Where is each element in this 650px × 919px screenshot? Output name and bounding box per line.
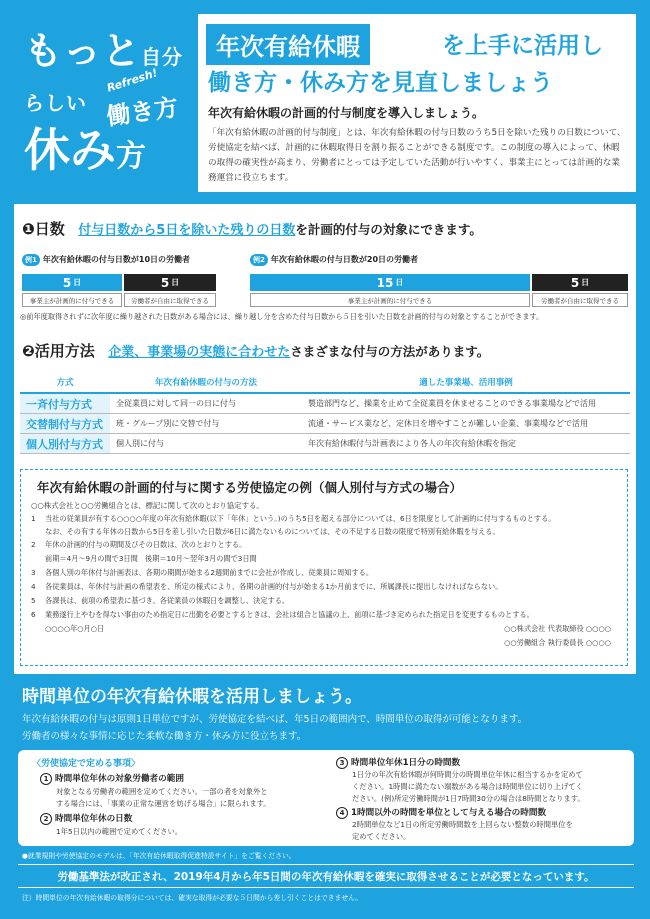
time-unit-body [22, 711, 632, 745]
method-use: 年次有給休暇付与計画表により各人の年次有給休暇を指定 [302, 434, 630, 454]
method-how: 班・グループ別に交替で付与 [110, 414, 302, 434]
methods-rest: さまざまな付与の方法があります。 [290, 344, 490, 359]
method-use: 流通・サービス業など、定休日を増やすことが難しい企業、事業場などで活用 [302, 414, 630, 434]
time-unit-body-line2: 労働者の様々な事情に応じた柔軟な働き方・休み方に役立ちます。 [22, 731, 307, 742]
time-item1-heading: 1 時間単位年休の対象労働者の範囲 [40, 772, 184, 785]
table-row [20, 393, 630, 414]
agreement-item: 2 年休の計画的付与の期間及びその日数は、次のとおりとする。 [31, 540, 247, 549]
time-item2-body: 1年5日以内の範囲で定めてください。 [56, 827, 183, 836]
example2-bar-free: 5 日 [532, 274, 628, 291]
days-section-heading [22, 218, 482, 239]
model-note: ●就業規則や労使協定のモデルは、「年次有給休暇取得促進特設サイト」をご覧ください。 [22, 852, 296, 860]
agreement-title: 年次有給休暇の計画的付与に関する労使協定の例（個人別付与方式の場合） [37, 480, 463, 495]
example2-label: 例2 年次有給休暇の付与日数が20日の労働者 [250, 254, 418, 266]
method-how: 全従業員に対して同一の日に付与 [110, 393, 302, 414]
logo-line1: もっと [24, 29, 142, 73]
campaign-logo [14, 14, 190, 177]
logo-line3-small: 方 [116, 139, 146, 174]
column-header: 適した事業場、活用事例 [302, 372, 630, 393]
time-box-title: 〈労使協定で定める事項〉 [32, 759, 141, 769]
time-unit-body-line1: 年次有給休暇の付与は原則1日単位ですが、労使協定を結べば、年5日の範囲内で、時間単位の取得が可能となります。 [22, 714, 528, 725]
agreement-item: 前期＝4月～9月の間で3日間 後期＝10月～翌年3月の間で3日間 [45, 554, 257, 563]
time-item3-heading: 3 時間単位年休1日分の時間数 [336, 756, 460, 769]
agreement-sign-company: ○○株式会社 代表取締役 ○○○○ [504, 624, 611, 633]
example1-caption-free: 労働者が自由に取得できる [124, 293, 216, 307]
logo-line2: 働き方 [104, 93, 180, 131]
footer-note: 注）時間単位の年次有給休暇の取得分については、確実な取得が必要な５日間から差し引くことはできません。 [22, 894, 363, 902]
time-item2-heading: 2 時間単位年休の日数 [40, 812, 132, 825]
intro-body: 「年次有給休暇の計画的付与制度」とは、年次有給休暇の付与日数のうち5日を除いた残りの日数について、労使協定を結べば、計画的に休暇取得日を割り振ることができる制度です。この制度の導入によって、休暇の取得の確実性が高まり、労働者にとっては予定していた活動が行いやすく、事業主にとっては計画的な業務運営に役立ちます。 [208, 128, 626, 183]
main-panel [14, 204, 636, 674]
column-header: 年次有給休暇の付与の方法 [110, 372, 302, 393]
method-how: 個人別に付与 [110, 434, 302, 454]
title-rest: を上手に活用し [442, 33, 603, 59]
methods-highlight: 企業、事業場の実態に合わせた [108, 345, 291, 360]
method-use: 製造部門など、操業を止めて全従業員を休ませることのできる事業場などで活用 [302, 393, 630, 414]
example1-bar-free: 5 日 [124, 274, 216, 291]
logo-refresh: Refresh! [105, 66, 160, 95]
days-highlight: 付与日数から5日を除いた残りの日数 [78, 223, 296, 238]
agreement-item: 6 業務遂行上やむを得ない事由のため指定日に出勤を必要とするときは、会社は組合と協議の上、前項に基づき定められた指定日を変更するものとする。 [31, 610, 534, 619]
agreement-example-box [20, 469, 628, 666]
agreement-item: なお、その有する年休の日数から5日を差し引いた日数が6日に満たないものについては、その不足する日数の限度で特別有給休暇を与える。 [45, 527, 500, 536]
method-name: 個人別付与方式 [20, 434, 110, 454]
header-panel [198, 14, 636, 192]
example1-bar-planned: 5 日 [22, 274, 122, 291]
agreement-item: 3 各個人別の年休付与計画表は、各期の期間が始まる2週間前までに会社が作成し、従業員に周知する。 [31, 568, 374, 577]
table-row [20, 414, 630, 434]
table-header-row [20, 372, 630, 393]
methods-num: ❷活用方法 [22, 342, 95, 360]
time-unit-items-box [18, 750, 634, 846]
time-item4-heading: 4 1時間以外の時間を単位として与える場合の時間数 [336, 806, 546, 819]
days-rest: を計画的付与の対象にできます。 [295, 222, 482, 237]
column-header: 方式 [20, 372, 110, 393]
example2-bar-planned: 15 日 [250, 274, 530, 291]
logo-line3: 休み [24, 123, 116, 177]
agreement-item: 5 各課長は、前項の希望表に基づき、各従業員の休暇日を調整し、決定する。 [31, 596, 290, 605]
time-unit-title: 時間単位の年次有給休暇を活用しましょう。 [22, 687, 362, 707]
title-tag: 年次有給休暇 [206, 24, 370, 65]
method-name: 交替制付与方式 [20, 414, 110, 434]
time-item3-body: 1日分の年次有給休暇が何時間分の時間単位年休に相当するかを定めて ください。1時間に満たない端数がある場合は時間単位に切り上げてく ださい。(例)所定労働時間が1日7時間30分の場合は8時間となります。 [352, 770, 585, 803]
carryover-note: ◎前年度取得されずに次年度に繰り越された日数がある場合には、繰り越し分を含めた付与日数から５日を引いた日数を計画的付与の対象とすることができます。 [20, 312, 544, 321]
example1-label: 例1 年次有給休暇の付与日数が10日の労働者 [22, 254, 190, 266]
agreement-sign-union: ○○労働組合 執行委員長 ○○○○ [504, 638, 611, 647]
agreement-item: 4 各従業員は、年休付与計画の希望表を、所定の様式により、各期の計画的付与が始まる1か月前までに、所属課長に提出しなければならない。 [31, 582, 503, 591]
time-item4-body: 2時間単位など1日の所定労働時間数を上回らない整数の時間単位を 定めてください。 [352, 820, 573, 841]
methods-section-heading [22, 340, 489, 361]
law-revision-banner: 労働基準法が改正され、2019年4月から年5日間の年次有給休暇を確実に取得させることが必要となっています。 [18, 864, 634, 888]
example2-caption-free: 労働者が自由に取得できる [532, 293, 628, 307]
example2-caption-planned: 事業主が計画的に付与できる [250, 293, 530, 307]
days-num: ❶日数 [22, 220, 65, 238]
title-line2: 働き方・休み方を見直しましょう [208, 70, 553, 96]
agreement-item: 1 当社の従業員が有する○○○○年度の年次有給休暇(以下「年休」という。)のうち5日を超える部分については、6日を限度として計画的に付与するものとする。 [31, 514, 556, 523]
example1-badge: 例1 [22, 254, 40, 266]
example1-caption-planned: 事業主が計画的に付与できる [22, 293, 122, 307]
agreement-intro: ○○株式会社と○○労働組合とは、標記に関して次のとおり協定する。 [31, 501, 264, 510]
intro-heading: 年次有給休暇の計画的付与制度を導入しましょう。 [208, 106, 485, 120]
example2-badge: 例2 [250, 254, 268, 266]
logo-line1-small: 自分らしい [24, 45, 184, 115]
table-row [20, 434, 630, 454]
agreement-date: ○○○○年○月○日 [45, 624, 105, 633]
method-name: 一斉付与方式 [20, 393, 110, 414]
methods-table [20, 372, 630, 454]
time-item1-body: 対象となる労働者の範囲を定めてください。一部の者を対象外と する場合には、「事業の正常な運営を妨げる場合」に限られます。 [56, 787, 271, 808]
